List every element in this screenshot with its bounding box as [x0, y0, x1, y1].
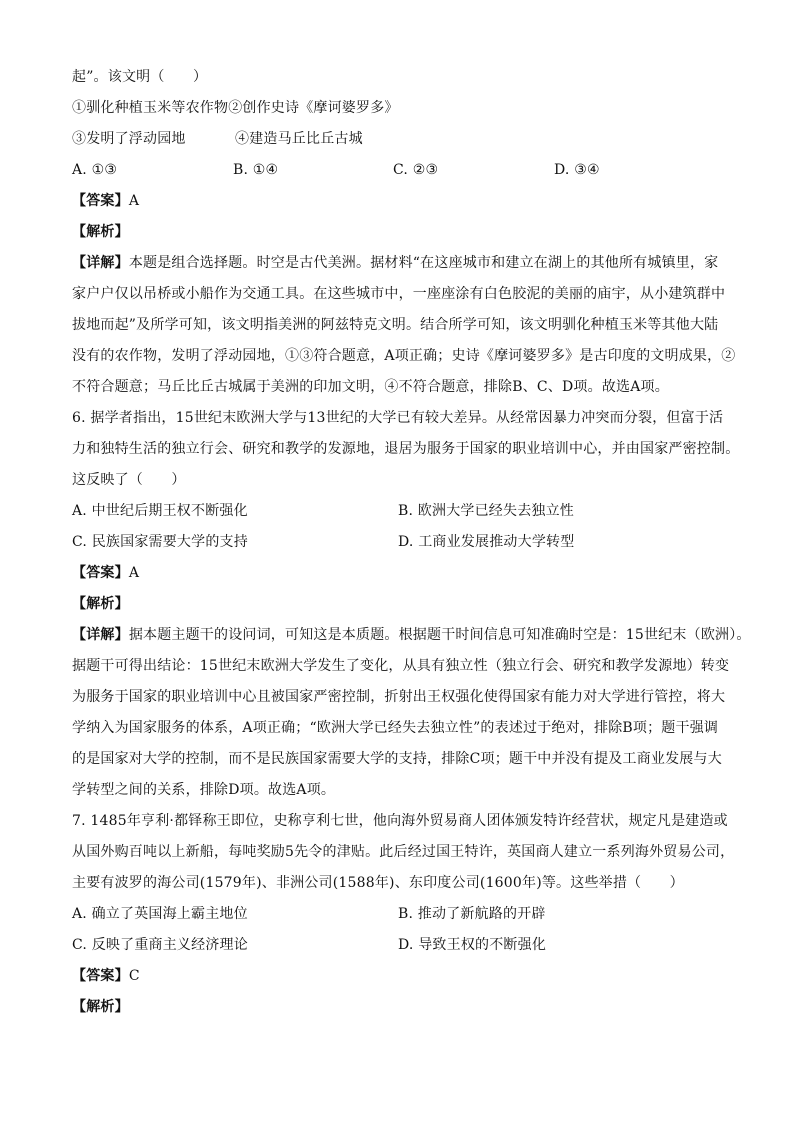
q5-detail-line: 不符合题意；马丘比丘古城属于美洲的印加文明，④不符合题意，排除B、C、D项。故选A项。: [72, 379, 669, 395]
q6-detail-line: [72, 620, 751, 651]
q5-item-4: ④建造马丘比丘古城: [235, 131, 363, 147]
q5-options: [72, 155, 732, 186]
q7-options-row: [72, 899, 732, 930]
document-page: [72, 62, 751, 1023]
q5-answer: [72, 186, 732, 217]
q6-answer: [72, 558, 732, 589]
q5-detail-line: [72, 248, 732, 279]
detail-text: 本题是组合选择题。时空是古代美洲。据材料“在这座城市和建立在湖上的其他所有城镇里，家: [128, 255, 719, 271]
q5-item-3: ③发明了浮动园地: [72, 131, 186, 147]
q7-option-c: C. 反映了重商主义经济理论: [72, 937, 248, 953]
q6-option-d: D. 工商业发展推动大学转型: [398, 534, 575, 550]
q6-options-row: [72, 496, 732, 527]
q7-option-a: A. 确立了英国海上霸主地位: [72, 906, 248, 922]
q5-items-1-2: ①驯化种植玉米等农作物②创作史诗《摩诃婆罗多》: [72, 100, 399, 116]
q7-analysis-tag: 【解析】: [72, 999, 129, 1015]
q6-detail-line: 的是国家对大学的控制，而不是民族国家需要大学的支持，排除C项；题干中并没有提及工商业发展与大: [72, 751, 722, 767]
q7-stem-line: 从国外购百吨以上新船，每吨奖励5先令的津贴。此后经过国王特许，英国商人建立一系列海外贸易公司，: [72, 844, 735, 860]
answer-value: A: [128, 193, 140, 209]
q7-stem-line: 主要有波罗的海公司(1579年)、非洲公司(1588年)、东印度公司(1600年)等。这些举措（ ）: [72, 875, 684, 891]
q5-option-a: A. ①③: [72, 162, 118, 178]
q7-options-row: [72, 930, 732, 961]
answer-tag: 【答案】: [72, 968, 129, 984]
q6-detail-line: 为服务于国家的职业培训中心且被国家严密控制，折射出王权强化使得国家有能力对大学进行管控，将大: [72, 689, 726, 705]
detail-text: 据本题主题干的设问词，可知这是本质题。根据题干时间信息可知准确时空是：15世纪末（欧洲）。: [128, 627, 751, 643]
q6-options-row: [72, 527, 732, 558]
q5-detail-line: 家户户仅以吊桥或小船作为交通工具。在这些城市中，一座座涂有白色胶泥的美丽的庙宇，从小建筑群中: [72, 286, 726, 302]
q5-stem-tail: 起”。该文明（ ）: [72, 69, 208, 85]
q6-detail-line: 学纳入为国家服务的体系，A项正确；“欧洲大学已经失去独立性”的表述过于绝对，排除B项；题干强调: [72, 720, 719, 736]
q6-option-c: C. 民族国家需要大学的支持: [72, 534, 248, 550]
answer-value: A: [128, 565, 140, 581]
answer-value: C: [128, 968, 140, 984]
q5-detail-line: 拔地而起”及所学可知，该文明指美洲的阿兹特克文明。结合所学可知，该文明驯化种植玉米等其他大陆: [72, 317, 719, 333]
q7-option-b: B. 推动了新航路的开辟: [398, 906, 546, 922]
q6-analysis-tag: 【解析】: [72, 596, 129, 612]
answer-tag: 【答案】: [72, 193, 129, 209]
q6-option-b: B. 欧洲大学已经失去独立性: [398, 503, 574, 519]
q5-option-d: D. ③④: [554, 162, 600, 178]
q6-stem-line: 力和独特生活的独立行会、研究和教学的发源地，退居为服务于国家的职业培训中心，并由国家严密控制。: [72, 441, 740, 457]
q7-stem-line: 7. 1485年亨利·都铎称王即位，史称亨利七世，他向海外贸易商人团体颁发特许经营状，规定凡是建造或: [72, 813, 728, 829]
q6-option-a: A. 中世纪后期王权不断强化: [72, 503, 248, 519]
q5-items-3-4: [72, 124, 732, 155]
q7-option-d: D. 导致王权的不断强化: [398, 937, 547, 953]
q6-stem-line: 6. 据学者指出，15世纪末欧洲大学与13世纪的大学已有较大差异。从经常因暴力冲突而分裂，但富于活: [72, 410, 724, 426]
detail-tag: 【详解】: [72, 627, 129, 643]
q5-detail-line: 没有的农作物，发明了浮动园地，①③符合题意，A项正确；史诗《摩诃婆罗多》是古印度的文明成果，②: [72, 348, 736, 364]
q5-option-c: C. ②③: [393, 162, 439, 178]
q7-answer: [72, 961, 732, 992]
q5-option-b: B. ①④: [233, 162, 279, 178]
answer-tag: 【答案】: [72, 565, 129, 581]
q6-stem-line: 这反映了（ ）: [72, 472, 186, 488]
q6-detail-line: 学转型之间的关系，排除D项。故选A项。: [72, 782, 336, 798]
q6-detail-line: 据题干可得出结论：15世纪末欧洲大学发生了变化，从具有独立性（独立行会、研究和教学发源地）转变: [72, 658, 730, 674]
detail-tag: 【详解】: [72, 255, 129, 271]
q5-analysis-tag: 【解析】: [72, 224, 129, 240]
